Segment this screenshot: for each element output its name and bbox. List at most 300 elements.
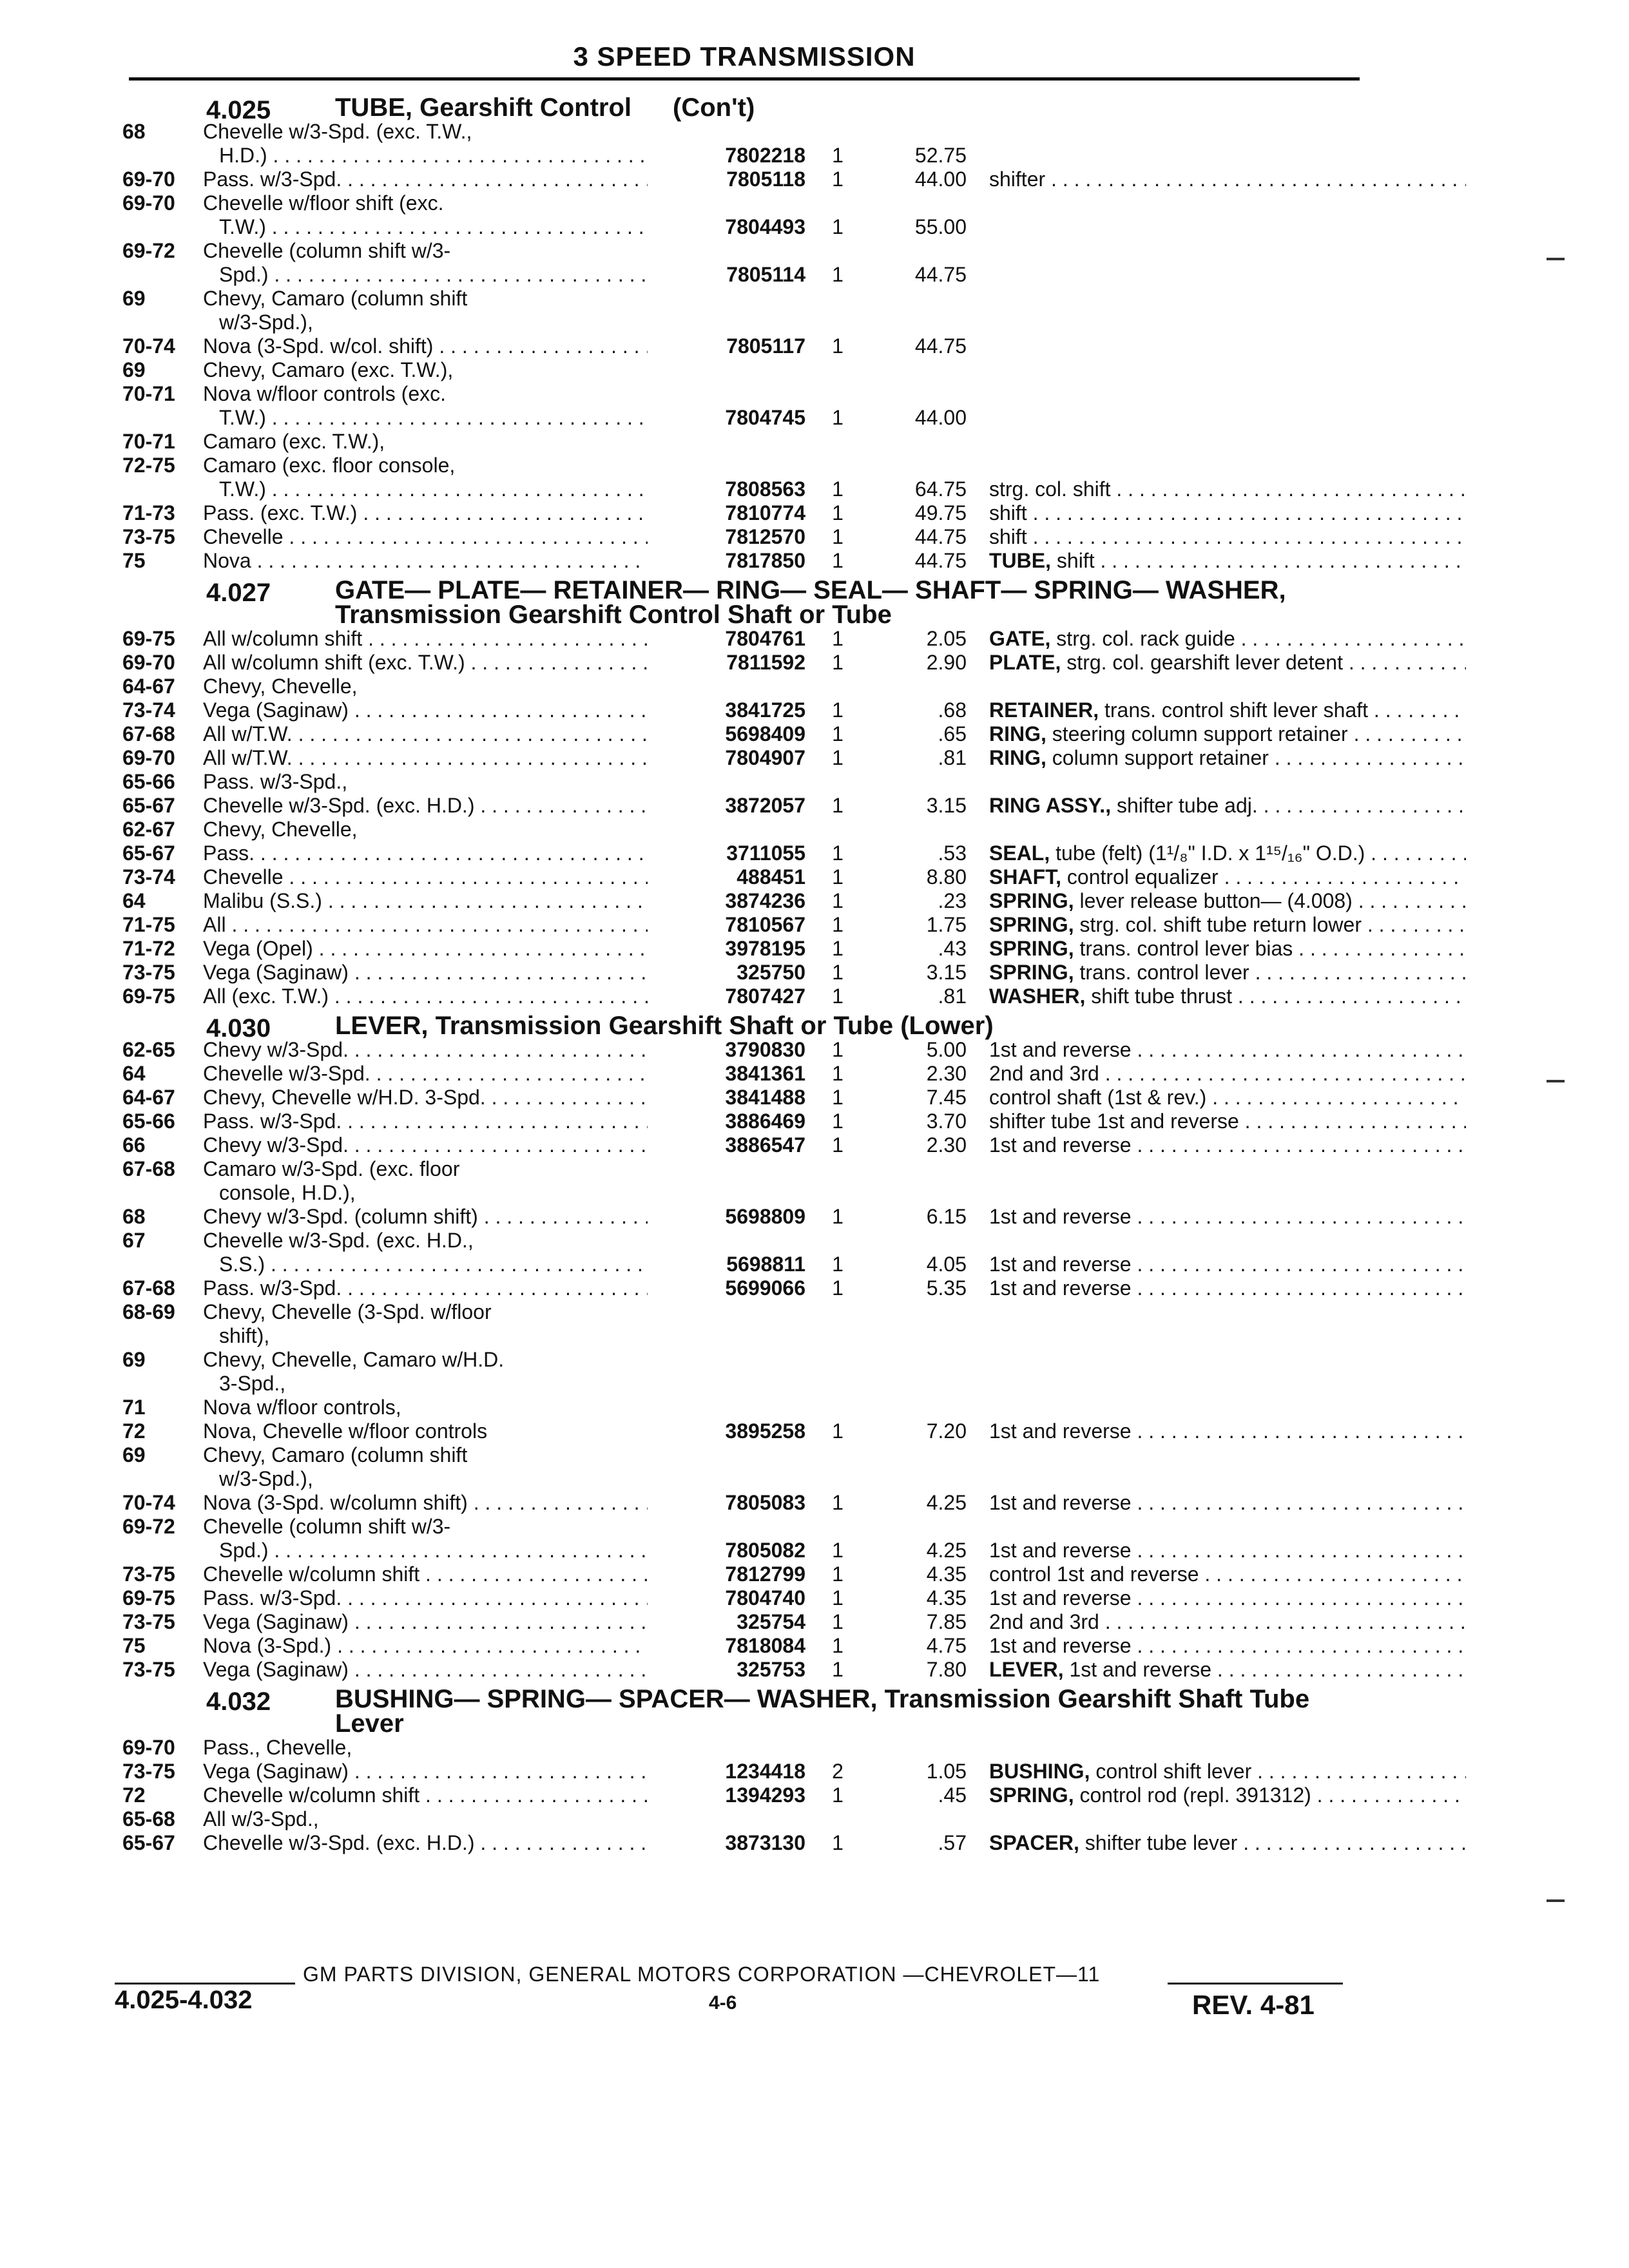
model-years: 67-68 — [122, 1276, 175, 1300]
model-years: 69-72 — [122, 1515, 175, 1538]
section-title: LEVER, Transmission Gearshift Shaft or Tube (Lower) — [335, 1012, 994, 1040]
part-name — [989, 1038, 1466, 1062]
part-number: 3886469 — [725, 1110, 805, 1133]
part-name-noun: WASHER, — [989, 985, 1086, 1008]
footer-rule-right — [1168, 1983, 1343, 1984]
model-years: 72 — [122, 1783, 146, 1807]
part-name-noun: TUBE, — [989, 549, 1051, 572]
application-description: All w/column shift . . . — [203, 627, 648, 651]
part-number: 325753 — [737, 1658, 805, 1681]
parts-row — [122, 818, 1347, 841]
application-description: All w/column shift (exc. T.W.) . . . — [203, 651, 648, 675]
quantity: 1 — [832, 746, 843, 769]
part-number: 3872057 — [725, 794, 805, 817]
parts-row — [122, 1783, 1347, 1807]
parts-row — [122, 937, 1347, 961]
parts-row — [122, 168, 1347, 191]
model-years: 69-75 — [122, 985, 175, 1008]
parts-row — [122, 1324, 1347, 1348]
quantity: 1 — [832, 1586, 843, 1610]
application-description: w/3-Spd.), — [219, 311, 313, 334]
part-name — [989, 1610, 1466, 1634]
price: 2.05 — [926, 627, 967, 650]
part-name-detail: 1st and reverse — [1069, 1658, 1212, 1681]
application-description: Spd.) . . . — [219, 263, 648, 287]
part-number: 1394293 — [725, 1783, 805, 1807]
section-title: TUBE, Gearshift Control — [335, 93, 632, 122]
quantity: 1 — [832, 1658, 843, 1681]
price: .68 — [938, 698, 967, 722]
part-name — [989, 168, 1466, 191]
quantity: 1 — [832, 889, 843, 912]
part-number: 3711055 — [726, 841, 805, 865]
price: 44.75 — [914, 263, 967, 286]
parts-row — [122, 1038, 1347, 1062]
part-name — [989, 961, 1466, 985]
part-number: 325754 — [737, 1610, 805, 1633]
model-years: 68 — [122, 1205, 146, 1228]
parts-row — [122, 406, 1347, 430]
parts-row — [122, 1396, 1347, 1419]
model-years: 71 — [122, 1396, 146, 1419]
quantity: 1 — [832, 549, 843, 572]
parts-row — [122, 889, 1353, 913]
parts-row — [122, 1467, 1347, 1491]
part-number: 7818084 — [725, 1634, 805, 1657]
part-name — [989, 937, 1466, 961]
part-number: 3790830 — [725, 1038, 805, 1061]
model-years: 70-71 — [122, 382, 175, 405]
application-description: Vega (Opel) . . . — [203, 937, 648, 961]
quantity: 1 — [832, 913, 843, 936]
part-name-noun: SEAL, — [989, 841, 1050, 865]
application-description: All w/T.W. . . . — [203, 746, 648, 770]
part-number: 5698811 — [726, 1253, 805, 1276]
quantity: 1 — [832, 1205, 843, 1228]
parts-row — [122, 651, 1347, 675]
price: 4.35 — [926, 1586, 967, 1610]
application-description: Chevy, Chevelle, — [203, 818, 358, 841]
part-number: 3841361 — [725, 1062, 805, 1085]
parts-row — [122, 1205, 1347, 1229]
quantity: 1 — [832, 1133, 843, 1157]
price: 4.25 — [926, 1539, 967, 1562]
application-description: Chevelle w/3-Spd. (exc. T.W., — [203, 120, 472, 143]
parts-row — [122, 477, 1347, 501]
parts-row — [122, 961, 1347, 985]
continued-label: (Con't) — [673, 93, 755, 122]
parts-row — [122, 454, 1347, 477]
model-years: 69-75 — [122, 1586, 175, 1610]
price: 44.00 — [914, 406, 967, 429]
application-description: Chevelle (column shift w/3- — [203, 239, 451, 262]
part-number: 7805117 — [726, 334, 805, 358]
parts-row — [122, 1181, 1347, 1205]
part-name-detail: 1st and reverse — [989, 1634, 1132, 1657]
part-name-detail: column support retainer — [1052, 746, 1269, 769]
quantity: 1 — [832, 1253, 843, 1276]
application-description: Nova (3-Spd. w/column shift) . . . — [203, 1491, 648, 1515]
parts-row — [122, 1419, 1347, 1443]
model-years: 68 — [122, 120, 146, 143]
parts-row — [122, 501, 1347, 525]
part-number: 7805118 — [726, 168, 805, 191]
part-number: 7810567 — [725, 913, 805, 936]
part-number: 5698809 — [725, 1205, 805, 1228]
price: 4.75 — [926, 1634, 967, 1657]
part-name — [989, 889, 1466, 913]
part-name — [989, 1491, 1466, 1515]
quantity: 1 — [832, 1610, 843, 1633]
part-name-detail: trans. control lever — [1079, 961, 1249, 984]
quantity: 1 — [832, 501, 843, 524]
part-name — [989, 722, 1466, 746]
price: 7.80 — [926, 1658, 967, 1681]
application-description: Chevelle w/column shift . . . — [203, 1562, 648, 1586]
part-name-detail: control rod (repl. 391312) — [1079, 1783, 1311, 1807]
parts-row — [122, 1133, 1347, 1157]
application-description: Vega (Saginaw) . . . — [203, 1658, 648, 1682]
model-years: 69-72 — [122, 239, 175, 262]
quantity: 1 — [832, 168, 843, 191]
parts-row — [122, 746, 1347, 770]
part-name — [989, 1586, 1466, 1610]
parts-row — [122, 698, 1369, 722]
part-number: 1234418 — [725, 1760, 805, 1783]
price: 44.75 — [914, 549, 967, 572]
application-description: All . . . — [203, 913, 648, 937]
price: 3.15 — [926, 794, 967, 817]
quantity: 1 — [832, 263, 843, 286]
application-description: Vega (Saginaw) . . . — [203, 1760, 648, 1783]
parts-row — [122, 1300, 1347, 1324]
price: 55.00 — [914, 215, 967, 238]
part-name — [989, 746, 1466, 770]
quantity: 1 — [832, 406, 843, 429]
part-number: 325750 — [737, 961, 805, 984]
part-name-noun: SPRING, — [989, 937, 1074, 960]
part-name — [989, 698, 1466, 722]
application-description: Nova w/floor controls (exc. — [203, 382, 447, 405]
price: 2.30 — [926, 1133, 967, 1157]
price: 1.05 — [926, 1760, 967, 1783]
application-description: Chevy w/3-Spd. . . . — [203, 1038, 648, 1062]
part-name-detail: control 1st and reverse — [989, 1562, 1199, 1586]
part-number: 3873130 — [725, 1831, 805, 1854]
parts-row — [122, 1372, 1347, 1396]
part-number: 7804740 — [725, 1586, 805, 1610]
quantity: 1 — [832, 525, 843, 548]
parts-row — [122, 1539, 1347, 1562]
application-description: Chevelle . . . — [203, 865, 648, 889]
application-description: Chevy, Chevelle (3-Spd. w/floor — [203, 1300, 492, 1323]
parts-listing — [122, 90, 1369, 1855]
quantity: 1 — [832, 1062, 843, 1085]
part-number: 7804493 — [725, 215, 805, 238]
quantity: 1 — [832, 1562, 843, 1586]
part-name — [989, 549, 1466, 573]
price: .53 — [938, 841, 967, 865]
price: 44.75 — [914, 525, 967, 548]
model-years: 73-75 — [122, 1760, 175, 1783]
parts-row — [122, 770, 1347, 794]
application-description: Camaro w/3-Spd. (exc. floor — [203, 1157, 460, 1180]
section-title: BUSHING— SPRING— SPACER— WASHER, Transmission Gearshift Shaft Tube Lever — [335, 1685, 1310, 1738]
part-name-detail: control shaft (1st & rev.) — [989, 1086, 1207, 1109]
part-name-noun: RING, — [989, 722, 1046, 745]
model-years: 64 — [122, 1062, 146, 1085]
application-description: Chevelle (column shift w/3- — [203, 1515, 451, 1538]
price: 6.15 — [926, 1205, 967, 1228]
price: .81 — [938, 985, 967, 1008]
application-description: shift), — [219, 1324, 270, 1347]
model-years: 69-75 — [122, 627, 175, 650]
parts-row — [122, 1515, 1347, 1539]
model-years: 64-67 — [122, 675, 175, 698]
price: 2.90 — [926, 651, 967, 674]
parts-row — [122, 382, 1347, 406]
price: .65 — [938, 722, 967, 745]
application-description: Pass., Chevelle, — [203, 1736, 352, 1759]
price: 7.45 — [926, 1086, 967, 1109]
application-description: Vega (Saginaw) . . . — [203, 961, 648, 985]
parts-row — [122, 985, 1347, 1008]
quantity: 1 — [832, 1783, 843, 1807]
part-number: 7805082 — [725, 1539, 805, 1562]
part-name — [989, 501, 1466, 525]
quantity: 1 — [832, 961, 843, 984]
part-name-detail: shift tube thrust — [1091, 985, 1233, 1008]
part-name — [989, 1634, 1466, 1658]
parts-row — [122, 1086, 1347, 1110]
model-years: 65-66 — [122, 1110, 175, 1133]
part-name-noun: LEVER, — [989, 1658, 1064, 1681]
part-name-detail: 1st and reverse — [989, 1133, 1132, 1157]
application-description: Chevelle w/3-Spd. (exc. H.D., — [203, 1229, 474, 1252]
part-number: 7805083 — [725, 1491, 805, 1514]
part-name-detail: shift — [989, 525, 1027, 548]
footer-publisher: GM PARTS DIVISION, GENERAL MOTORS CORPORATION —CHEVROLET—11 — [303, 1963, 1101, 1986]
footer-revision: REV. 4-81 — [1192, 1990, 1315, 2020]
application-description: Vega (Saginaw) . . . — [203, 698, 648, 722]
quantity: 1 — [832, 1086, 843, 1109]
application-description: Pass. . . . — [203, 841, 648, 865]
part-name-detail: 1st and reverse — [989, 1205, 1132, 1228]
parts-row — [122, 1658, 1347, 1682]
model-years: 62-65 — [122, 1038, 175, 1061]
part-name — [989, 1276, 1466, 1300]
parts-row — [122, 1491, 1347, 1515]
quantity: 1 — [832, 1634, 843, 1657]
model-years: 65-68 — [122, 1807, 175, 1831]
parts-row — [122, 865, 1347, 889]
part-name — [989, 627, 1466, 651]
part-name-noun: GATE, — [989, 627, 1051, 650]
application-description: Pass. w/3-Spd. . . . — [203, 1276, 648, 1300]
part-name-detail: trans. control shift lever shaft — [1104, 698, 1369, 722]
model-years: 69 — [122, 287, 146, 310]
parts-row — [122, 430, 1347, 454]
model-years: 62-67 — [122, 818, 175, 841]
part-name-detail: 1st and reverse — [989, 1491, 1132, 1514]
part-name-noun: RING ASSY., — [989, 794, 1112, 817]
price: .45 — [938, 1783, 967, 1807]
parts-row — [122, 1562, 1347, 1586]
application-description: w/3-Spd.), — [219, 1467, 313, 1490]
part-name — [989, 913, 1466, 937]
model-years: 70-71 — [122, 430, 175, 453]
price: 4.05 — [926, 1253, 967, 1276]
part-name-noun: SHAFT, — [989, 865, 1061, 889]
parts-row — [122, 1276, 1347, 1300]
model-years: 69-70 — [122, 1736, 175, 1759]
part-number: 3841488 — [725, 1086, 805, 1109]
part-number: 3895258 — [725, 1419, 805, 1443]
model-years: 73-75 — [122, 525, 175, 548]
part-number: 5699066 — [725, 1276, 805, 1300]
parts-row — [122, 1443, 1347, 1467]
section-title: GATE— PLATE— RETAINER— RING— SEAL— SHAFT— SPRING— WASHER, Transmission Gearshift Control Shaft or Tube — [335, 576, 1286, 629]
parts-row — [122, 549, 1347, 573]
model-years: 67 — [122, 1229, 146, 1252]
price: 5.00 — [926, 1038, 967, 1061]
parts-row — [122, 1831, 1347, 1855]
application-description: Nova (3-Spd.) . . . — [203, 1634, 648, 1658]
part-name — [989, 525, 1466, 549]
model-years: 69-70 — [122, 651, 175, 674]
model-years: 71-75 — [122, 913, 175, 936]
model-years: 69-70 — [122, 168, 175, 191]
model-years: 73-75 — [122, 961, 175, 984]
model-years: 69 — [122, 1443, 146, 1466]
quantity: 1 — [832, 985, 843, 1008]
price: 8.80 — [926, 865, 967, 889]
margin-tick-mark — [1547, 1080, 1565, 1082]
section-number: 4.032 — [206, 1687, 271, 1716]
application-description: Nova w/floor controls, — [203, 1396, 401, 1419]
parts-row — [122, 1110, 1347, 1133]
application-description: Chevelle w/column shift . . . — [203, 1783, 648, 1807]
parts-row — [122, 627, 1347, 651]
part-number: 3841725 — [725, 698, 805, 722]
model-years: 73-75 — [122, 1658, 175, 1681]
model-years: 64 — [122, 889, 146, 912]
parts-row — [122, 1062, 1347, 1086]
parts-row — [122, 722, 1347, 746]
quantity: 1 — [832, 722, 843, 745]
part-name — [989, 841, 1466, 865]
section-heading — [122, 578, 1347, 627]
part-name-noun: SPRING, — [989, 961, 1074, 984]
model-years: 68-69 — [122, 1300, 175, 1323]
parts-row — [122, 1229, 1347, 1253]
application-description: Nova (3-Spd. w/col. shift) . . . — [203, 334, 648, 358]
application-description: Chevelle w/3-Spd. . . . — [203, 1062, 648, 1086]
part-name-noun: PLATE, — [989, 651, 1061, 674]
quantity: 2 — [832, 1760, 843, 1783]
part-name-detail: lever release button— (4.008) — [1079, 889, 1353, 912]
part-name — [989, 1539, 1466, 1562]
part-name-detail: strg. col. shift — [989, 477, 1111, 501]
price: 52.75 — [914, 144, 967, 167]
application-description: Chevy, Chevelle w/H.D. 3-Spd. . . . — [203, 1086, 648, 1110]
part-name — [989, 477, 1466, 501]
application-description: Chevy w/3-Spd. (column shift) . . . — [203, 1205, 648, 1229]
part-number: 5698409 — [725, 722, 805, 745]
application-description: Chevy, Camaro (exc. T.W.), — [203, 358, 454, 381]
quantity: 1 — [832, 937, 843, 960]
quantity: 1 — [832, 1491, 843, 1514]
part-name-noun: SPRING, — [989, 913, 1074, 936]
part-number: 7812799 — [725, 1562, 805, 1586]
application-description: T.W.) . . . — [219, 215, 648, 239]
section-title-wrap — [122, 578, 1347, 627]
section-heading — [122, 93, 1347, 124]
application-description: T.W.) . . . — [219, 477, 648, 501]
application-description: Chevy, Camaro (column shift — [203, 1443, 468, 1466]
section-title-wrap — [122, 93, 1347, 124]
part-name-detail: tube (felt) (1¹/₈" I.D. x 1¹⁵/₁₆" O.D.) — [1055, 841, 1365, 865]
part-number: 7807427 — [725, 985, 805, 1008]
model-years: 72-75 — [122, 454, 175, 477]
section-number: 4.025 — [206, 96, 271, 124]
model-years: 67-68 — [122, 1157, 175, 1180]
part-name — [989, 651, 1466, 675]
quantity: 1 — [832, 1276, 843, 1300]
parts-row — [122, 794, 1347, 818]
part-name — [989, 1419, 1466, 1443]
part-number: 7808563 — [725, 477, 805, 501]
part-name — [989, 1062, 1466, 1086]
application-description: S.S.) . . . — [219, 1253, 648, 1276]
part-name — [989, 1658, 1466, 1682]
application-description: Chevy, Chevelle, Camaro w/H.D. — [203, 1348, 505, 1371]
application-description: All (exc. T.W.) . . . — [203, 985, 648, 1008]
part-name — [989, 985, 1466, 1008]
part-number: 7802218 — [725, 144, 805, 167]
quantity: 1 — [832, 698, 843, 722]
part-name-detail: trans. control lever bias — [1079, 937, 1293, 960]
application-description: H.D.) . . . — [219, 144, 648, 168]
page-title: 3 SPEED TRANSMISSION — [573, 41, 916, 72]
part-number: 7810774 — [725, 501, 805, 524]
part-number: 3978195 — [725, 937, 805, 960]
part-name-noun: SPRING, — [989, 889, 1074, 912]
application-description: T.W.) . . . — [219, 406, 648, 430]
model-years: 64-67 — [122, 1086, 175, 1109]
part-number: 3874236 — [725, 889, 805, 912]
quantity: 1 — [832, 1038, 843, 1061]
quantity: 1 — [832, 144, 843, 167]
parts-row — [122, 1586, 1347, 1610]
model-years: 75 — [122, 549, 146, 572]
section-number: 4.030 — [206, 1014, 271, 1043]
section-title-wrap — [122, 1014, 1347, 1038]
price: 7.20 — [926, 1419, 967, 1443]
quantity: 1 — [832, 794, 843, 817]
parts-row — [122, 287, 1347, 311]
parts-row — [122, 1157, 1347, 1181]
price: 7.85 — [926, 1610, 967, 1633]
parts-row — [122, 1760, 1347, 1783]
application-description: Pass. w/3-Spd. . . . — [203, 168, 648, 191]
price: .43 — [938, 937, 967, 960]
model-years: 73-75 — [122, 1562, 175, 1586]
price: 1.75 — [926, 913, 967, 936]
quantity: 1 — [832, 1539, 843, 1562]
part-name — [989, 794, 1466, 818]
model-years: 69 — [122, 358, 146, 381]
